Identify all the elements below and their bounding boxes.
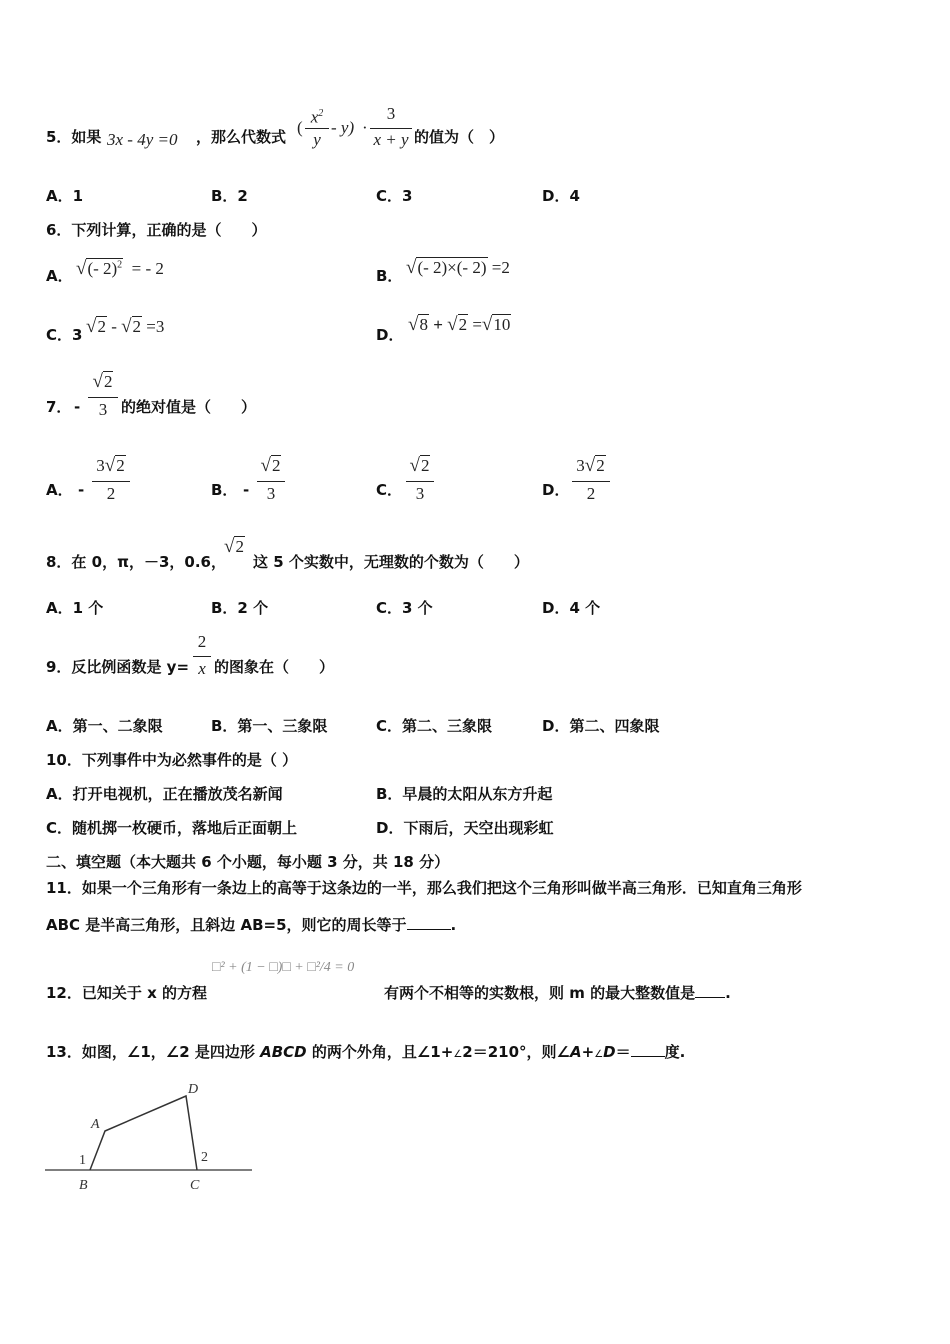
q8-option-a: A．1 个 [46,599,104,617]
q13-stem-c: 2＝210°，则∠ [462,1043,570,1061]
q9-option-a: A．第一、二象限 [46,717,163,735]
q7-opt-rad: 2 [116,456,125,475]
q5-paren-left: ( [297,118,303,137]
q6-a-sup: 2 [117,259,123,271]
q7-option-d-label: D． [542,481,570,499]
q7-option-a-fraction: 3√2 2 [92,456,130,506]
q6-a-expr: √(- 2)$^2$ = - 2 [76,258,164,279]
q7-opt-coef: 3 [576,456,585,475]
q5-prefix: 5．如果 [46,128,102,146]
section-2-heading: 二、填空题（本大题共 6 个小题，每小题 3 分，共 18 分） [46,853,450,871]
q6-a-radicand: (- 2) [87,259,118,278]
q9-den: x [198,659,206,678]
q13-stem-a: 13．如图，∠1，∠2 是四边形 [46,1043,255,1061]
q9-num: 2 [197,632,207,651]
q6-c-r2: 2 [132,317,142,336]
q8-option-c: C．3 个 [376,599,433,617]
q6-d-eq: = [472,315,482,334]
q6-a-label: A． [46,267,73,285]
q12-end: . [725,984,731,1002]
q13-stem-d: ＝ [615,1043,631,1061]
q5-x: x [310,107,319,127]
q6-b-label: B． [376,267,403,285]
q5-minus-y: - y) [331,118,355,137]
quadrilateral-figure [40,1078,260,1198]
q8-sqrt: √2 [224,536,244,557]
q5-option-a: A．1 [46,187,84,205]
label-angle-1: 1 [79,1153,86,1168]
label-b: B [79,1178,88,1193]
q7-opt-den: 3 [415,484,425,503]
q12-answer-blank[interactable] [695,997,725,998]
q8-option-d: D．4 个 [542,599,601,617]
q7-frac: √2 3 [88,372,118,422]
q8-stem-b: 这 5 个实数中，无理数的个数为（ ） [253,553,529,571]
q7-den: 3 [98,400,108,419]
q7-opt-den: 2 [586,484,596,503]
q10-option-b: B．早晨的太阳从东方升起 [376,785,553,803]
q7-option-d-fraction: 3√2 2 [572,456,610,506]
q11-answer-blank[interactable] [407,929,451,930]
label-c: C [190,1178,200,1193]
q7-option-c-label: C． [376,481,403,499]
q7-option-a-label: A． [46,481,73,499]
q7-stem: 的绝对值是（ ） [121,398,257,416]
q6-stem: 6．下列计算，正确的是（ ） [46,221,267,239]
q7-opt-den: 3 [266,484,276,503]
q5-option-c: C．3 [376,187,413,205]
q7-number: 7． [46,398,72,416]
q10-option-c: C．随机掷一枚硬币，落地后正面朝上 [46,819,298,837]
q6-c-r1: 2 [97,317,106,336]
q7-rad: 2 [103,372,113,391]
q7-option-b-label: B． [211,481,238,499]
q13-small-angle: ∠ [453,1049,463,1060]
q6-d-r1: 8 [419,315,428,334]
q9-frac [193,632,211,682]
q13-a: A [570,1043,582,1061]
q6-b-rest: =2 [491,258,510,277]
q11-text: ABC 是半高三角形，且斜边 AB=5，则它的周长等于 [46,916,407,934]
label-d: D [188,1082,199,1097]
q13-small-angle2: ∠ [594,1049,604,1060]
q5-y: y [313,130,321,149]
q9-stem-a: 9．反比例函数是 y= [46,658,190,676]
q6-b-radicand: (- 2)×(- 2) [417,258,487,277]
q10-stem: 10．下列事件中为必然事件的是（ ） [46,751,298,769]
q13-plus: + [581,1043,595,1061]
q6-d-r3: 10 [493,315,511,334]
q10-option-a: A．打开电视机，正在播放茂名新闻 [46,785,283,803]
q6-d-expr: √8 + √2 =√10 [408,314,511,335]
q8-rad: 2 [235,537,244,556]
q5-sup2: 2 [318,108,324,119]
q7-option-b-fraction: √2 3 [257,456,285,506]
q9-option-c: C．第二、三象限 [376,717,493,735]
q7-opt-rad: 2 [420,456,430,475]
q6-d-r2: 2 [458,315,468,334]
q13-stem-b: 的两个外角，且∠1+ [311,1043,454,1061]
q6-c-label: C．3 [46,326,83,344]
q6-b-expr: √(- 2)×(- 2) =2 [406,257,510,278]
q13-end: 度. [664,1043,686,1061]
label-angle-2: 2 [201,1150,208,1165]
label-a: A [91,1117,100,1132]
q12-stem-a: 12．已知关于 x 的方程 [46,984,207,1002]
q6-a-rest: = - 2 [131,259,164,278]
quadrilateral-abcd [90,1096,197,1170]
q7-opt-rad: 2 [271,456,281,475]
q5-three: 3 [386,104,396,123]
q9-option-d: D．第二、四象限 [542,717,660,735]
q12-stem-b [384,984,731,1002]
q10-option-d: D．下雨后，天空出现彩虹 [376,819,554,837]
q8-stem-a: 8．在 0，π，－3，0.6， [46,553,226,571]
q8-option-b: B．2 个 [211,599,269,617]
q5-option-b: B．2 [211,187,248,205]
q5-suffix: 的值为（ ） [414,128,505,146]
q6-c-rest: =3 [146,317,165,336]
q12-text: 有两个不相等的实数根，则 m 的最大整数值是 [384,984,696,1002]
q13-stem [46,1043,685,1064]
q7-neg: - [74,398,81,416]
q7-option-c-fraction: √2 3 [406,456,434,506]
q11-end: . [450,916,457,934]
q5-mid: ，那么代数式 [196,128,287,146]
q9-option-b: B．第一、三象限 [211,717,328,735]
q5-option-d: D．4 [542,187,580,205]
q12-equation: □² + (1 − □)□ + □²/4 = 0 [212,960,355,975]
q5-frac-3-over-xy [370,104,412,152]
q6-c-expr: √2 - √2 =3 [86,316,165,337]
q13-abcd: ABCD [260,1043,307,1061]
q5-dot: · [362,118,368,137]
q6-c-minus: - [111,317,117,336]
q7-opt-rad: 2 [596,456,605,475]
q6-d-label: D． [376,326,404,344]
q11-line2 [46,916,456,934]
q6-d-plus: + [433,315,443,334]
q11-line1: 11．如果一个三角形有一条边上的高等于这条边的一半，那么我们把这个三角形叫做半高三角形．已知直角三角形 [46,879,802,897]
q7-option-a-sign: - [78,481,85,499]
q13-d: D [603,1043,616,1061]
q5-condition: 3x - 4y =0 [107,130,178,149]
q7-opt-den: 2 [106,484,116,503]
q9-stem-b: 的图象在（ ） [214,658,335,676]
q7-opt-coef: 3 [96,456,105,475]
q5-frac-x2-over-y [305,104,329,152]
q7-option-b-sign: - [243,481,250,499]
q5-xpy: x + y [373,130,409,149]
q13-answer-blank[interactable] [631,1056,665,1057]
